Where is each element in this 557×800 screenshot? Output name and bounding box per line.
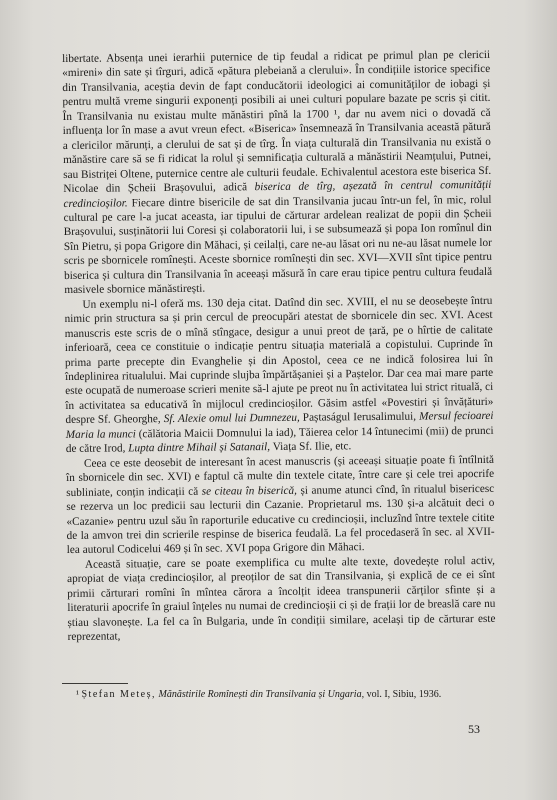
- text-run: (călătoria Maicii Domnului la iad), Tăierea celor 14 întunecimi (mii) de prunci de către Irod,: [65, 424, 494, 456]
- italic-text: biserica de tîrg, așezată în centrul comunității credincioșilor.: [63, 178, 492, 210]
- footnote-marker: ¹: [76, 689, 82, 700]
- paragraph: [66, 453, 495, 558]
- text-run: Paștaságul Ierusalimului,: [299, 410, 420, 425]
- text-run: libertate. Absența unei ierarhii puternice de tip feudal a ridicat pe primul plan pe clericii «mireni» din sate și tîrguri, adică «pătura plebeiană a clerului». În condițiile istorice specifice din Transilvania, aceștia devin de fapt conducătorii ideologici ai comunităților de iobagi și pentru multă vreme singurii exponenți posibili ai unei culturi populare bazate pe scris și citit. În Transilvania nu existau multe mănăstiri pînă la 1700 ¹, dar nu avem nici o dovadă că influența lor în mase a avut vreun efect. «Biserica» însemnează în Transilvania această pătură a clericilor mărunți, a clerului de sat și de tîrg. În viața culturală din Transilvania nu există o mănăstire care să se fi ridicat la rolul și semnificația culturală a mănăstirii Neamțului, Putnei, sau Bistriței Oltene, puternice centre ale culturii feudale. Echivalentul acestora este biserica Sf. Nicolae din Șcheii Brașovului, adică: [62, 48, 492, 196]
- footnote-divider: [62, 683, 128, 684]
- paragraph: [62, 48, 492, 298]
- footnote: [62, 688, 490, 701]
- footnote-entry: [62, 688, 490, 701]
- text-run: Viața Sf. Ilie, etc.: [269, 440, 352, 454]
- page-number: 53: [468, 722, 480, 736]
- paragraph: [64, 294, 494, 457]
- footnote-title: Mănăstirile Romînești din Transilvania și Ungaria,: [156, 689, 365, 700]
- italic-text: se citeau în biserică,: [201, 484, 298, 498]
- footnote-author: Ștefan Meteș,: [81, 689, 156, 700]
- italic-text: Sf. Alexie omul lui Dumnezeu,: [163, 412, 300, 426]
- text-run: Această situație, care se poate exemplifica cu multe alte texte, dovedește rolul activ, apropiat de viața credincioșilor, al preoților de sat din Transilvania, și explică de ce ei sînt primii cărturari romîni în mîntea cărora a încolțit ideea transpunerii cărților sfinte și a literaturii apocrife în graiul înțeles nu numai de credincioșii ci și de frații lor de breaslă care nu știau slavonește. La fel ca în Bulgaria, unde în condiții similare, același tip de cărturar este reprezentat,: [67, 554, 496, 644]
- italic-text: Mersul fecioarei Maria la munci: [65, 410, 494, 441]
- paragraph: [67, 554, 496, 645]
- text-run: Fiecare dintre bisericile de sat din Transilvania jucau într-un fel, în mic, rolul cultural pe care l-a jucat aceasta, iar tipului de cărturar ardelean realizat de popii din Șcheii Brașovului, susținătorii lui Coresi și colaboratorii lui, i se subsumează și popa Ion romînul din Sîn Pietru, și popa Grigore din Măhaci, și ceilalți, care ne-au lăsat ori nu ne-au lăsat numele lor scris pe sbornicele romînești. Aceste sbornice romînești din sec. XVI—XVII sînt tipice pentru biserica și cultura din Transilvania în aceeași măsură în care erau tipice pentru cultura feudală masivele sbornice mănăstirești.: [63, 193, 493, 297]
- main-text: [62, 48, 496, 645]
- footnote-details: vol. I, Sibiu, 1936.: [364, 689, 442, 700]
- text-run: și anume atunci cînd, în ritualul bisericesc se rezerva un loc predicii sau lecturii din Cazanie. Proprietarul ms. 130 și-a alcătuit deci o «Cazanie» pentru uzul său în raporturile educative cu credincioșii, incluzînd între textele citite de la amvon trei din scrierile respinse de biserica feudală. La fel procedaseră în sec. al XVII-lea autorul Codicelui 469 și în sec. XVI popa Grigore din Măhaci.: [66, 482, 495, 557]
- text-run: Ceea ce este deosebit de interesant în acest manuscris (și aceeași situație poate fi întîlnită în sbornicele din sec. XVI) e faptul că multe din textele citate, între care și cele trei apocrife subliniate, conțin indicații că: [66, 453, 495, 499]
- italic-text: Lupta dintre Mihail și Satanail,: [128, 441, 271, 455]
- text-run: Un exemplu ni-l oferă ms. 130 deja citat. Datînd din sec. XVIII, el nu se deosebește întru nimic prin structura sa și prin cercul de preocupări atestat de sbornicele din sec. XVI. Acest manuscris este scris de o mînă stîngace, desigur a unui preot de țară, pe o hîrtie de calitate inferioară, ceea ce constituie o indicație pentru situația materială a copistului. Cuprinde în prima parte precepte din Evanghelie și din Apostol, ceea ce ne indică folosirea lui în îndeplinirea ritualului. Mai cuprinde slujba împărtășaniei și a Paștelor. Dar cea mai mare parte este ocupată de numeroase scrieri menite să-l ajute pe preot nu în activitatea lui strict rituală, ci în activitatea sa educativă în mijlocul credincioșilor. Găsim astfel «Povestiri și învățături» despre Sf. Gheorghe,: [64, 294, 494, 427]
